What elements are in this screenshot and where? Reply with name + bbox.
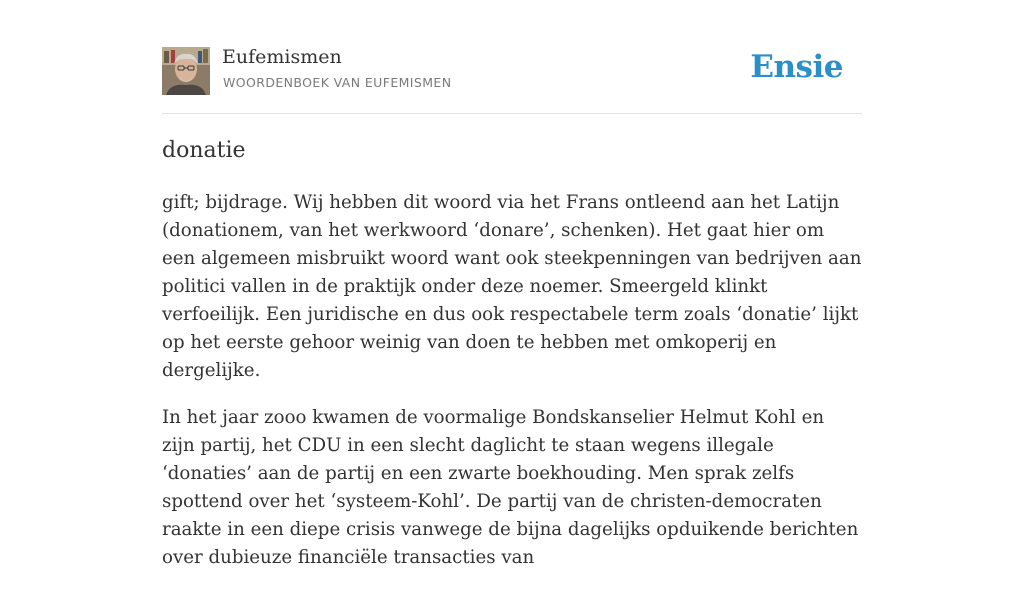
entry-paragraph: In het jaar zooo kwamen de voormalige Bondskanselier Helmut Kohl en zijn partij, het CDU in een slecht daglicht te staan wegens illegale ‘donaties’ aan de partij en een zwarte boekhouding. Men sprak zelfs spottend over het ‘systeem-Kohl’. De partij van de christen-democraten raakte in een diepe crisis vanwege de bijna dagelijks opduikende berichten over dubieuze financiële transacties van: [162, 407, 859, 568]
brand-logo[interactable]: Ensie: [750, 49, 843, 85]
entry-title: donatie: [162, 138, 246, 163]
page: [162, 0, 862, 568]
avatar[interactable]: [162, 47, 210, 95]
source-header: [162, 0, 862, 114]
source-title[interactable]: Eufemismen: [222, 46, 342, 68]
author-portrait-icon: [162, 47, 210, 95]
source-subtitle: WOORDENBOEK VAN EUFEMISMEN: [223, 75, 452, 90]
entry-body: [162, 189, 862, 591]
entry-paragraph: gift; bijdrage. Wij hebben dit woord via het Frans ontleend aan het Latijn (donationem, van het werkwoord ‘donare’, schenken). Het gaat hier om een algemeen misbruikt woord want ook steekpenningen van bedrijven aan politici vallen in de praktijk onder deze noemer. Smeergeld klinkt verfoeilijk. Een juridische en dus ook respectabele term zoals ‘donatie’ lijkt op het eerste gehoor weinig van doen te hebben met omkoperij en dergelijke.: [162, 192, 862, 381]
